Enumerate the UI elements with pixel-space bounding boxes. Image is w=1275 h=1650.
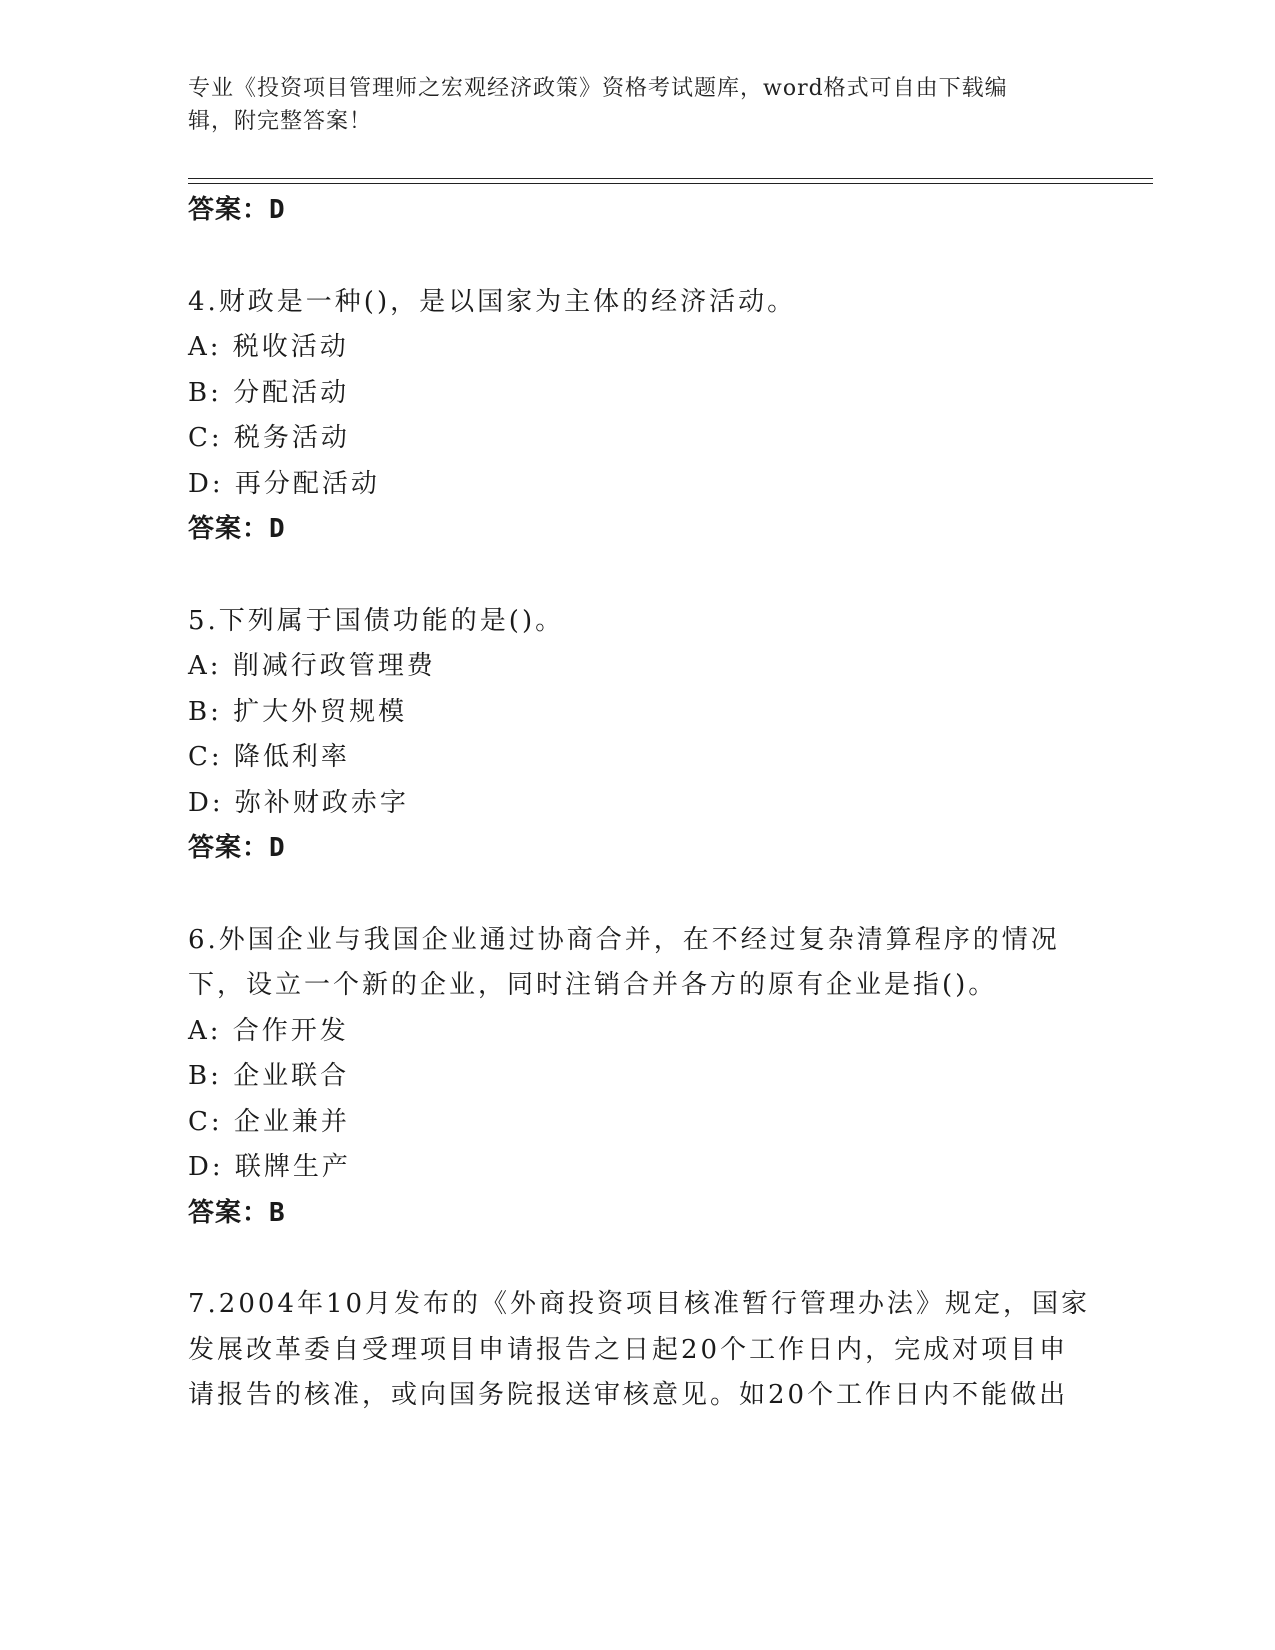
spacer	[188, 1236, 1088, 1282]
option-a: A: 税收活动	[188, 332, 349, 362]
answer: 答案：B	[188, 1197, 286, 1228]
option-c: C: 企业兼并	[188, 1106, 350, 1137]
question-stem-line-2: 发展改革委自受理项目申请报告之日起20个工作日内，完成对项目申	[188, 1334, 1069, 1365]
option-b: B: 扩大外贸规模	[188, 696, 408, 727]
header-divider-bottom	[188, 183, 1153, 184]
question-5	[188, 599, 1088, 872]
header-divider-top	[188, 178, 1153, 179]
question-4	[188, 280, 1088, 553]
question-7	[188, 1282, 1091, 1419]
answer: 答案：D	[188, 514, 286, 544]
option-a: A: 削减行政管理费	[188, 651, 436, 681]
option-d: D: 弥补财政赤字	[188, 787, 409, 818]
header-line-1: 专业《投资项目管理师之宏观经济政策》资格考试题库，word格式可自由下载编	[188, 76, 1008, 101]
answer-previous: 答案：D	[188, 195, 286, 225]
question-stem-line-1: 6.外国企业与我国企业通过协商合并，在不经过复杂清算程序的情况	[188, 924, 1060, 955]
spacer	[188, 234, 1088, 280]
option-c: C: 降低利率	[188, 742, 350, 772]
option-c: C: 税务活动	[188, 423, 350, 453]
question-stem-line-2: 下，设立一个新的企业，同时注销合并各方的原有企业是指()。	[188, 970, 998, 1000]
option-d: D: 联牌生产	[188, 1152, 351, 1182]
question-stem: 5.下列属于国债功能的是()。	[188, 605, 565, 636]
option-a: A: 合作开发	[188, 1015, 349, 1046]
page-header	[188, 72, 1088, 138]
question-stem-line-3: 请报告的核准，或向国务院报送审核意见。如20个工作日内不能做出	[188, 1380, 1069, 1410]
option-b: B: 企业联合	[188, 1061, 350, 1091]
question-6	[188, 918, 1088, 1237]
option-d: D: 再分配活动	[188, 468, 380, 499]
spacer	[188, 553, 1088, 599]
question-stem: 4.财政是一种()，是以国家为主体的经济活动。	[188, 286, 797, 317]
question-list	[188, 188, 1091, 1419]
question-stem-line-1: 7.2004年10月发布的《外商投资项目核准暂行管理办法》规定，国家	[188, 1289, 1091, 1319]
header-line-2: 辑，附完整答案！	[188, 109, 373, 134]
answer: 答案：D	[188, 833, 286, 863]
option-b: B: 分配活动	[188, 377, 350, 408]
spacer	[188, 872, 1088, 918]
